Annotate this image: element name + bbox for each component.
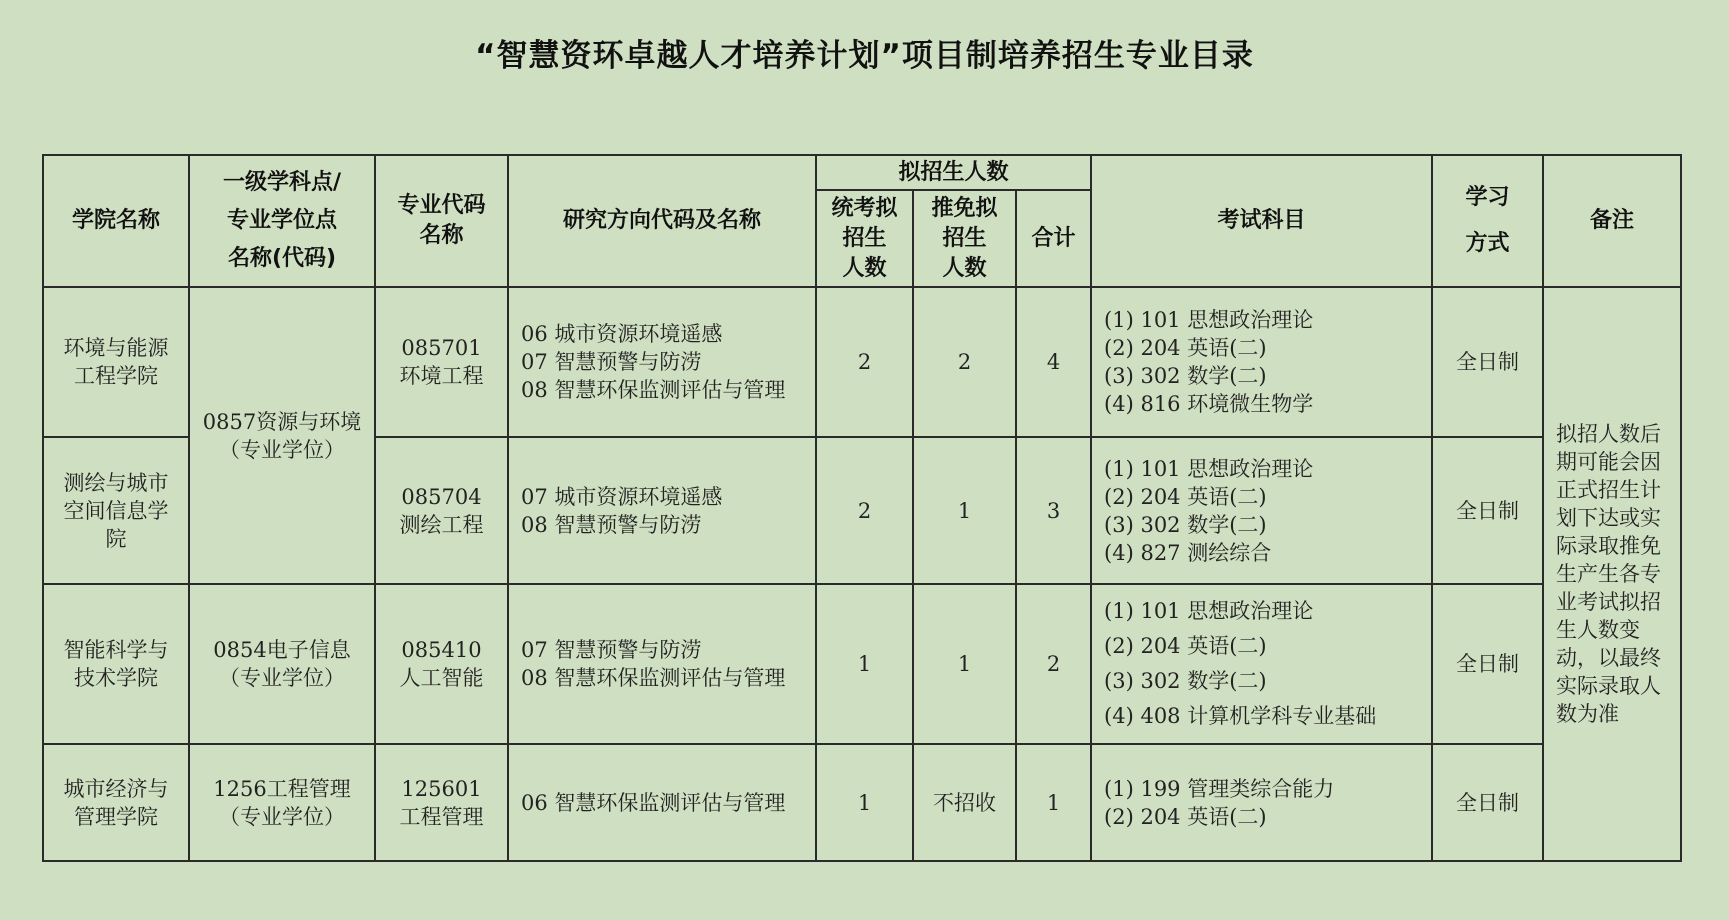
total-count: 1 [1016, 744, 1091, 861]
study-mode: 全日制 [1432, 744, 1543, 861]
exam-subject: (4) 827 测绘综合 [1104, 540, 1272, 565]
study-mode: 全日制 [1432, 287, 1543, 437]
exam-subject: (2) 204 英语(二) [1104, 336, 1267, 360]
direction-item: 08 智慧环保监测评估与管理 [521, 378, 786, 402]
header-exam-subjects: 考试科目 [1091, 155, 1432, 287]
exempt-count: 不招收 [913, 744, 1016, 861]
exam-subject: (3) 302 数学(二) [1104, 669, 1267, 693]
college-name: 测绘与城市 空间信息学 院 [43, 437, 189, 584]
exam-subject: (2) 204 英语(二) [1104, 484, 1267, 509]
unified-exam-count: 1 [816, 584, 913, 744]
header-major: 专业代码 名称 [375, 155, 508, 287]
unified-exam-count: 2 [816, 437, 913, 584]
exam-subjects [1091, 287, 1432, 437]
college-name: 智能科学与 技术学院 [43, 584, 189, 744]
exam-subject: (3) 302 数学(二) [1104, 512, 1267, 537]
major-catalog-table [42, 154, 1682, 862]
exam-subject: (4) 408 计算机学科专业基础 [1104, 704, 1377, 728]
table-row [43, 287, 1681, 437]
exam-subject: (1) 101 思想政治理论 [1104, 599, 1314, 623]
exam-subject: (1) 101 思想政治理论 [1104, 308, 1314, 332]
discipline-name: 0857资源与环境 （专业学位） [189, 287, 375, 584]
unified-exam-count: 2 [816, 287, 913, 437]
direction-item: 07 智慧预警与防涝 [521, 638, 702, 662]
total-count: 3 [1016, 437, 1091, 584]
exam-subject: (4) 816 环境微生物学 [1104, 392, 1314, 416]
research-directions [508, 287, 816, 437]
study-mode: 全日制 [1432, 437, 1543, 584]
major-code-name: 085410 人工智能 [375, 584, 508, 744]
research-directions [508, 437, 816, 584]
exam-subject: (2) 204 英语(二) [1104, 634, 1267, 658]
research-directions [508, 584, 816, 744]
exam-subjects [1091, 744, 1432, 861]
direction-item: 08 智慧环保监测评估与管理 [521, 666, 786, 690]
exam-subject: (2) 204 英语(二) [1104, 804, 1267, 829]
total-count: 4 [1016, 287, 1091, 437]
header-direction: 研究方向代码及名称 [508, 155, 816, 287]
direction-item: 07 城市资源环境遥感 [521, 484, 723, 509]
header-college: 学院名称 [43, 155, 189, 287]
research-directions [508, 744, 816, 861]
exempt-count: 1 [913, 437, 1016, 584]
header-discipline: 一级学科点/ 专业学位点 名称(代码) [189, 155, 375, 287]
page-title: “智慧资环卓越人才培养计划”项目制培养招生专业目录 [475, 38, 1254, 74]
exam-subject: (3) 302 数学(二) [1104, 364, 1267, 388]
study-mode: 全日制 [1432, 584, 1543, 744]
header-study-mode: 学习 方式 [1432, 155, 1543, 287]
exempt-count: 1 [913, 584, 1016, 744]
exam-subjects [1091, 437, 1432, 584]
unified-exam-count: 1 [816, 744, 913, 861]
direction-item: 08 智慧预警与防涝 [521, 512, 702, 537]
college-name: 城市经济与 管理学院 [43, 744, 189, 861]
exam-subject: (1) 101 思想政治理论 [1104, 456, 1314, 481]
direction-item: 06 城市资源环境遥感 [521, 322, 723, 346]
discipline-name: 1256工程管理 （专业学位） [189, 744, 375, 861]
total-count: 2 [1016, 584, 1091, 744]
header-planned-enrollment: 拟招生人数 [816, 155, 1091, 190]
header-total: 合计 [1016, 190, 1091, 287]
remarks-note: 拟招人数后期可能会因正式招生计划下达或实际录取推免生产生各专业考试拟招生人数变动，以最终实际录取人数为准 [1543, 287, 1681, 861]
header-unified-exam-count: 统考拟 招生 人数 [816, 190, 913, 287]
major-code-name: 125601 工程管理 [375, 744, 508, 861]
major-code-name: 085704 测绘工程 [375, 437, 508, 584]
header-remarks: 备注 [1543, 155, 1681, 287]
table-row [43, 584, 1681, 744]
exam-subject: (1) 199 管理类综合能力 [1104, 776, 1335, 801]
table-row [43, 744, 1681, 861]
exam-subjects [1091, 584, 1432, 744]
major-code-name: 085701 环境工程 [375, 287, 508, 437]
discipline-name: 0854电子信息 （专业学位） [189, 584, 375, 744]
exempt-count: 2 [913, 287, 1016, 437]
direction-item: 06 智慧环保监测评估与管理 [521, 790, 786, 815]
college-name: 环境与能源 工程学院 [43, 287, 189, 437]
header-exempt-count: 推免拟 招生 人数 [913, 190, 1016, 287]
direction-item: 07 智慧预警与防涝 [521, 350, 702, 374]
